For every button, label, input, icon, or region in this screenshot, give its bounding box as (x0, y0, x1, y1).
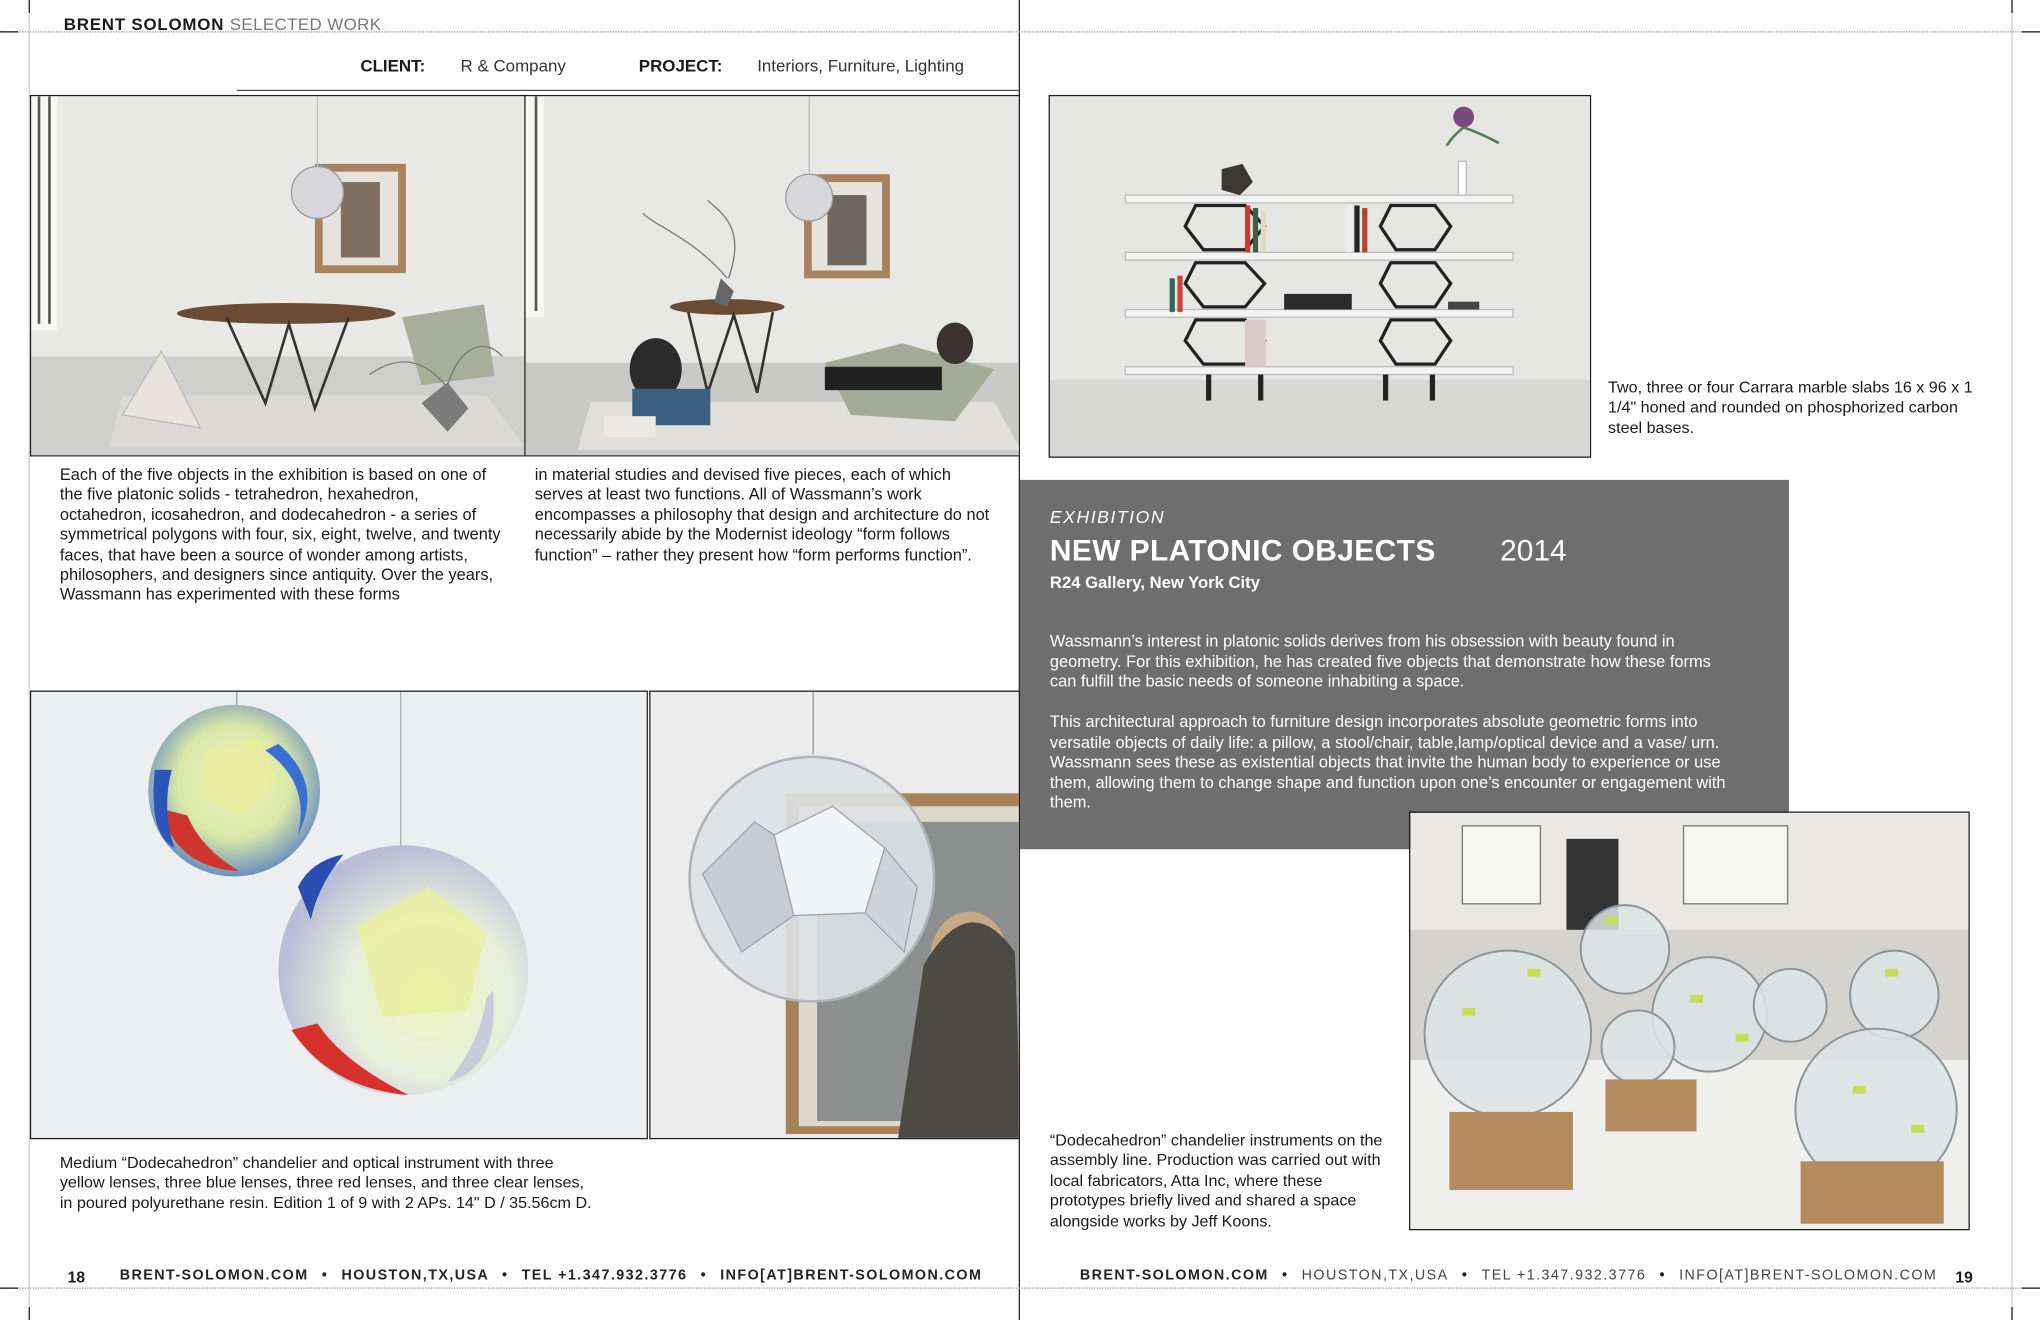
body-text-col1: Each of the five objects in the exhibition is based on one of the five platonic solids - tetrahedron, hexahedron, octahedron, icosahedron, and dodecahedron - a series of symmetrical polygons with four, six, eight, twelve, and twenty faces, that have been a source of wonder among artists, philosophers, and designers since antiquity. Over the years, Wassmann has experimented with these forms (59, 465, 501, 604)
assembly-caption: “Dodecahedron” chandelier instruments on the assembly line. Production was carried out with local fabricators, Atta Inc, where these prototypes briefly lived and shared a space alongside works by Jeff Koons. (1049, 1131, 1383, 1230)
exhibition-kicker: EXHIBITION (1049, 507, 1166, 527)
footer-separator: • (1281, 1267, 1289, 1284)
footer-website: BRENT-SOLOMON.COM (119, 1267, 309, 1284)
brand-subtitle: SELECTED WORK (229, 14, 382, 34)
footer-separator: • (321, 1267, 329, 1284)
exhibition-venue: R24 Gallery, New York City (1049, 572, 1260, 592)
project-value: Interiors, Furniture, Lighting (757, 55, 965, 76)
crop-mark (0, 31, 18, 32)
crop-mark (2011, 0, 2012, 13)
brand-name: BRENT SOLOMON (63, 14, 225, 34)
client-label: CLIENT: (360, 55, 426, 76)
crop-mark (29, 1307, 30, 1320)
crop-mark (0, 1287, 18, 1288)
photo-table-room (30, 95, 526, 457)
exhibition-paragraph-2: This architectural approach to furniture design incorporates absolute geometric forms into versatile objects of daily life: a pillow, a stool/chair, table,lamp/optical device and a vase/ urn. Wassmann sees these as existential objects that invite the human body to experience or use them, allowing them to change shape and function upon one’s encounter or engagement with them. (1049, 712, 1726, 812)
photo-lounging (524, 95, 1020, 457)
footer-location: HOUSTON,TX,USA (341, 1267, 489, 1284)
footer-email: INFO[AT]BRENT-SOLOMON.COM (720, 1267, 983, 1284)
footer-location: HOUSTON,TX,USA (1301, 1267, 1449, 1284)
photo-assembly-line (1409, 812, 1970, 1231)
page-number-right: 19 (1955, 1267, 1973, 1287)
footer-email: INFO[AT]BRENT-SOLOMON.COM (1679, 1267, 1938, 1284)
running-header (64, 14, 382, 34)
trim-line-bottom (0, 1287, 2040, 1288)
header-rule (237, 90, 1019, 91)
footer-website: BRENT-SOLOMON.COM (1079, 1267, 1269, 1284)
crop-mark (2022, 1287, 2040, 1288)
footer-separator: • (1659, 1267, 1666, 1284)
page-number-left: 18 (67, 1267, 86, 1287)
footer-separator: • (501, 1267, 509, 1284)
client-value: R & Company (460, 55, 566, 76)
body-text-col2: in material studies and devised five pieces, each of which serves at least two functions. All of Wassmann’s work encompasses a philosophy that design and architecture do not necessarily abide by the Modernist ideology “form follows function” – rather they present how “form performs function”. (534, 465, 990, 564)
project-label: PROJECT: (638, 55, 723, 76)
exhibition-paragraph-1: Wassmann’s interest in platonic solids derives from his obsession with beauty found in geometry. For this exhibition, he has created five objects that demonstrate how these forms can fulfill the basic needs of someone inhabiting a space. (1049, 632, 1711, 691)
footer-separator: • (1461, 1267, 1469, 1284)
shelving-caption: Two, three or four Carrara marble slabs 16 x 96 x 1 1/4" honed and rounded on phosphorized carbon steel bases. (1608, 378, 1973, 437)
footer-separator: • (700, 1267, 708, 1284)
exhibition-year: 2014 (1500, 533, 1567, 568)
footer-left (120, 1268, 983, 1284)
footer-tel: TEL +1.347.932.3776 (521, 1267, 688, 1284)
photo-dodecahedron-chandeliers (30, 691, 648, 1140)
chandelier-caption: Medium “Dodecahedron” chandelier and optical instrument with three yellow lenses, three blue lenses, three red lenses, and three clear lenses, in poured polyurethane resin. Edition 1 of 9 with 2 APs. 14" D / 35.56cm D. (59, 1153, 592, 1212)
exhibition-title: NEW PLATONIC OBJECTS (1049, 533, 1436, 568)
right-page-edge (2011, 0, 2012, 1320)
crop-mark (2011, 1307, 2012, 1320)
footer-tel: TEL +1.347.932.3776 (1481, 1267, 1647, 1284)
footer-right (1080, 1268, 1937, 1284)
photo-clear-chandelier (649, 691, 1020, 1140)
photo-marble-shelving (1049, 95, 1592, 458)
crop-mark (2022, 31, 2040, 32)
crop-mark (29, 0, 30, 13)
